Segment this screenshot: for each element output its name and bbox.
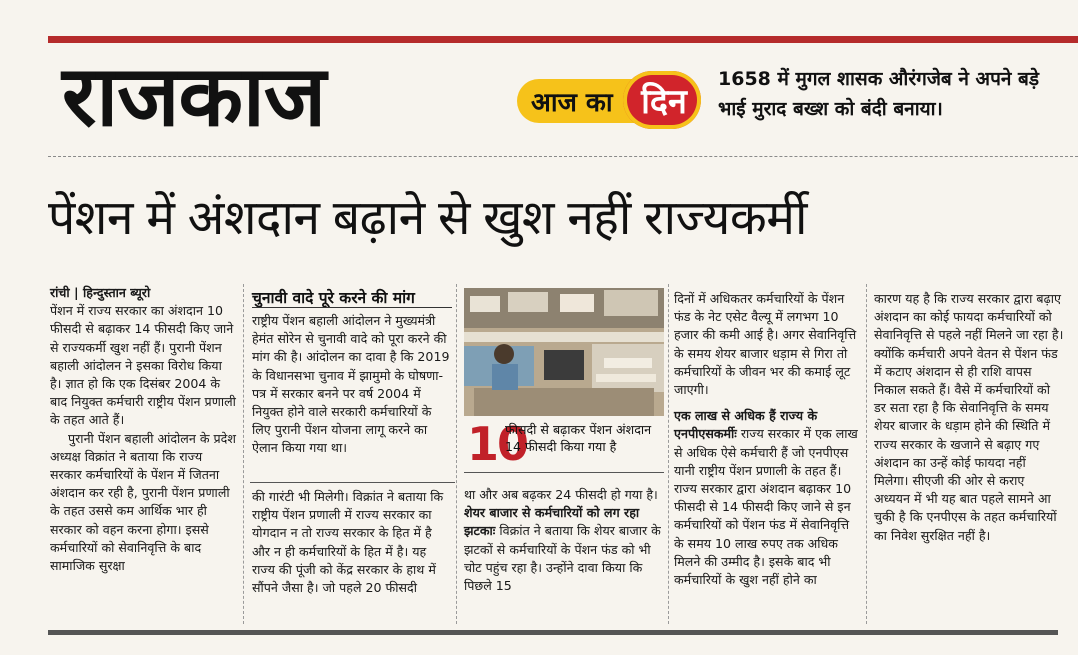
- day-fact: 1658 में मुगल शासक औरंगजेब ने अपने बड़े भाई मुराद बख्श को बंदी बनाया।: [718, 68, 1040, 120]
- col4-subhead: एक लाख से अधिक हैं राज्य के एनपीएसकर्मीः: [674, 408, 818, 442]
- section-title: राजकाज: [62, 47, 326, 145]
- column-divider: [456, 284, 457, 624]
- badge-right-text: दिन: [641, 82, 687, 122]
- col3-paragraph-1: था और अब बढ़कर 24 फीसदी हो गया है।: [464, 487, 658, 502]
- byline: रांची | हिन्दुस्तान ब्यूरो: [50, 285, 151, 300]
- col1-paragraph-1: पेंशन में राज्य सरकार का अंशदान 10 फीसदी से बढ़ाकर 14 फीसदी किए जाने से राज्यकर्मी खुश नहीं हैं। पुरानी पेंशन बहाली आंदोलन ने इसका विरोध किया है। ज्ञात हो कि एक दिसंबर 2004 के बाद नियुक्त कर्मचारी राष्ट्रीय पेंशन प्रणाली के तहत आते हैं।: [50, 303, 236, 428]
- col3-paragraph-2: विक्रांत ने बताया कि शेयर बाजार के झटकों से कर्मचारियों के पेंशन फंड को भी चोट पहुंच रहा है। उन्होंने दावा किया कि पिछले 15: [464, 523, 661, 594]
- column-divider: [243, 284, 244, 624]
- today-badge: [517, 71, 701, 129]
- headline: पेंशन में अंशदान बढ़ाने से खुश नहीं राज्यकर्मी: [48, 190, 807, 246]
- photo-caption: फीसदी से बढ़ाकर पेंशन अंशदान 14 फीसदी किया गया है: [505, 422, 652, 454]
- box-bottom-rule: [250, 482, 455, 483]
- article-column-1: [50, 284, 236, 575]
- article-column-2: [252, 488, 452, 597]
- box-heading: चुनावी वादे पूरे करने की मांग: [252, 289, 415, 307]
- article-column-4: [674, 290, 860, 589]
- col4-paragraph-1: दिनों में अधिकतर कर्मचारियों के पेंशन फंड के नेट एसेट वैल्यू में लगभग 10 हजार की कमी आई है। अगर सेवानिवृत्ति के समय शेयर बाजार धड़ाम से गिरा तो कर्मचारियों के जीवन भर की कमाई लूट जाएगी।: [674, 291, 857, 398]
- col5-paragraph-1: कारण यह है कि राज्य सरकार द्वारा बढ़ाए अंशदान का कोई फायदा कर्मचारियों को सेवानिवृत्ति से पहले नहीं मिलने जा रहा है। क्योंकि कर्मचारी अपने वेतन से पेंशन फंड में कटाए अंशदान से ही राशि वापस निकाल सकते हैं। वैसे में कर्मचारियों को डर सता रहा है कि सेवानिवृत्ति के समय शेयर बाजार के धड़ाम होने की स्थिति में राज्य सरकार के खजाने से बढ़ाए गए अंशदान का उन्हें कोई फायदा नहीं मिलेगा। सीएजी की ओर से कराए अध्ययन में भी यह बात पहले सामने आ चुकी है कि एनपीएस के तहत कर्मचारियों का निवेश सुरक्षित नहीं है।: [874, 291, 1064, 543]
- col1-paragraph-2: पुरानी पेंशन बहाली आंदोलन के प्रदेश अध्यक्ष विक्रांत ने बताया कि राज्य सरकार कर्मचारियों के पेंशन में जितना अंशदान कर रही है, पुरानी पेंशन प्रणाली के तहत उससे कम आर्थिक भार ही सरकार को वहन करना होगा। इससे कर्मचारियों को सेवानिवृत्ति के बाद सामाजिक सुरक्षा: [50, 430, 236, 574]
- article-column-5: [874, 290, 1064, 545]
- box-heading-rule: [252, 307, 452, 308]
- caption-number: 10: [467, 417, 528, 471]
- caption-bottom-rule: [464, 472, 664, 473]
- box-text: [252, 312, 452, 458]
- col3-subhead: शेयर बाजार से कर्मचारियों को लग रहा झटकाः: [464, 505, 640, 539]
- col2-paragraph-2: की गारंटी भी मिलेगी। विक्रांत ने बताया कि राष्ट्रीय पेंशन प्रणाली में राज्य सरकार का योगदान न तो राज्य सरकार के हित में है और न ही कर्मचारियों के हित में है। यह राज्य की पूंजी को केंद्र सरकार के हाथ में सौंपने जैसा है। जो पहले 20 फीसदी: [252, 489, 444, 596]
- column-divider: [668, 284, 669, 624]
- col4-paragraph-2: राज्य सरकार में एक लाख से अधिक ऐसे कर्मचारी हैं जो एनपीएस यानी राष्ट्रीय पेंशन प्रणाली के तहत हैं। राज्य सरकार द्वारा अंशदान बढ़ाकर 10 फीसदी से 14 फीसदी किए जाने से इन कर्मचारियों को पेंशन फंड में सेवानिवृत्ति के समय 10 लाख रुपए तक अधिक मिलने की उम्मीद है। इसके बाद भी कर्मचारियों के खुश नहीं होने का: [674, 426, 858, 588]
- top-color-rule: [48, 36, 1078, 43]
- column-divider: [866, 284, 867, 624]
- badge-left-text: आज का: [531, 88, 613, 118]
- bottom-rule: [48, 630, 1058, 635]
- office-photo: [464, 288, 664, 416]
- header-divider: [48, 156, 1078, 157]
- col2-paragraph-1: राष्ट्रीय पेंशन बहाली आंदोलन ने मुख्यमंत्री हेमंत सोरेन से चुनावी वादे को पूरा करने की मांग की है। आंदोलन का दावा है कि 2019 के विधानसभा चुनाव में झामुमो के घोषणा-पत्र में सरकार बनने पर वर्ष 2004 में नियुक्त होने वाले सरकारी कर्मचारियों के लिए पुरानी पेंशन योजना लागू करने का ऐलान किया गया था।: [252, 313, 450, 456]
- article-column-3: [464, 486, 662, 595]
